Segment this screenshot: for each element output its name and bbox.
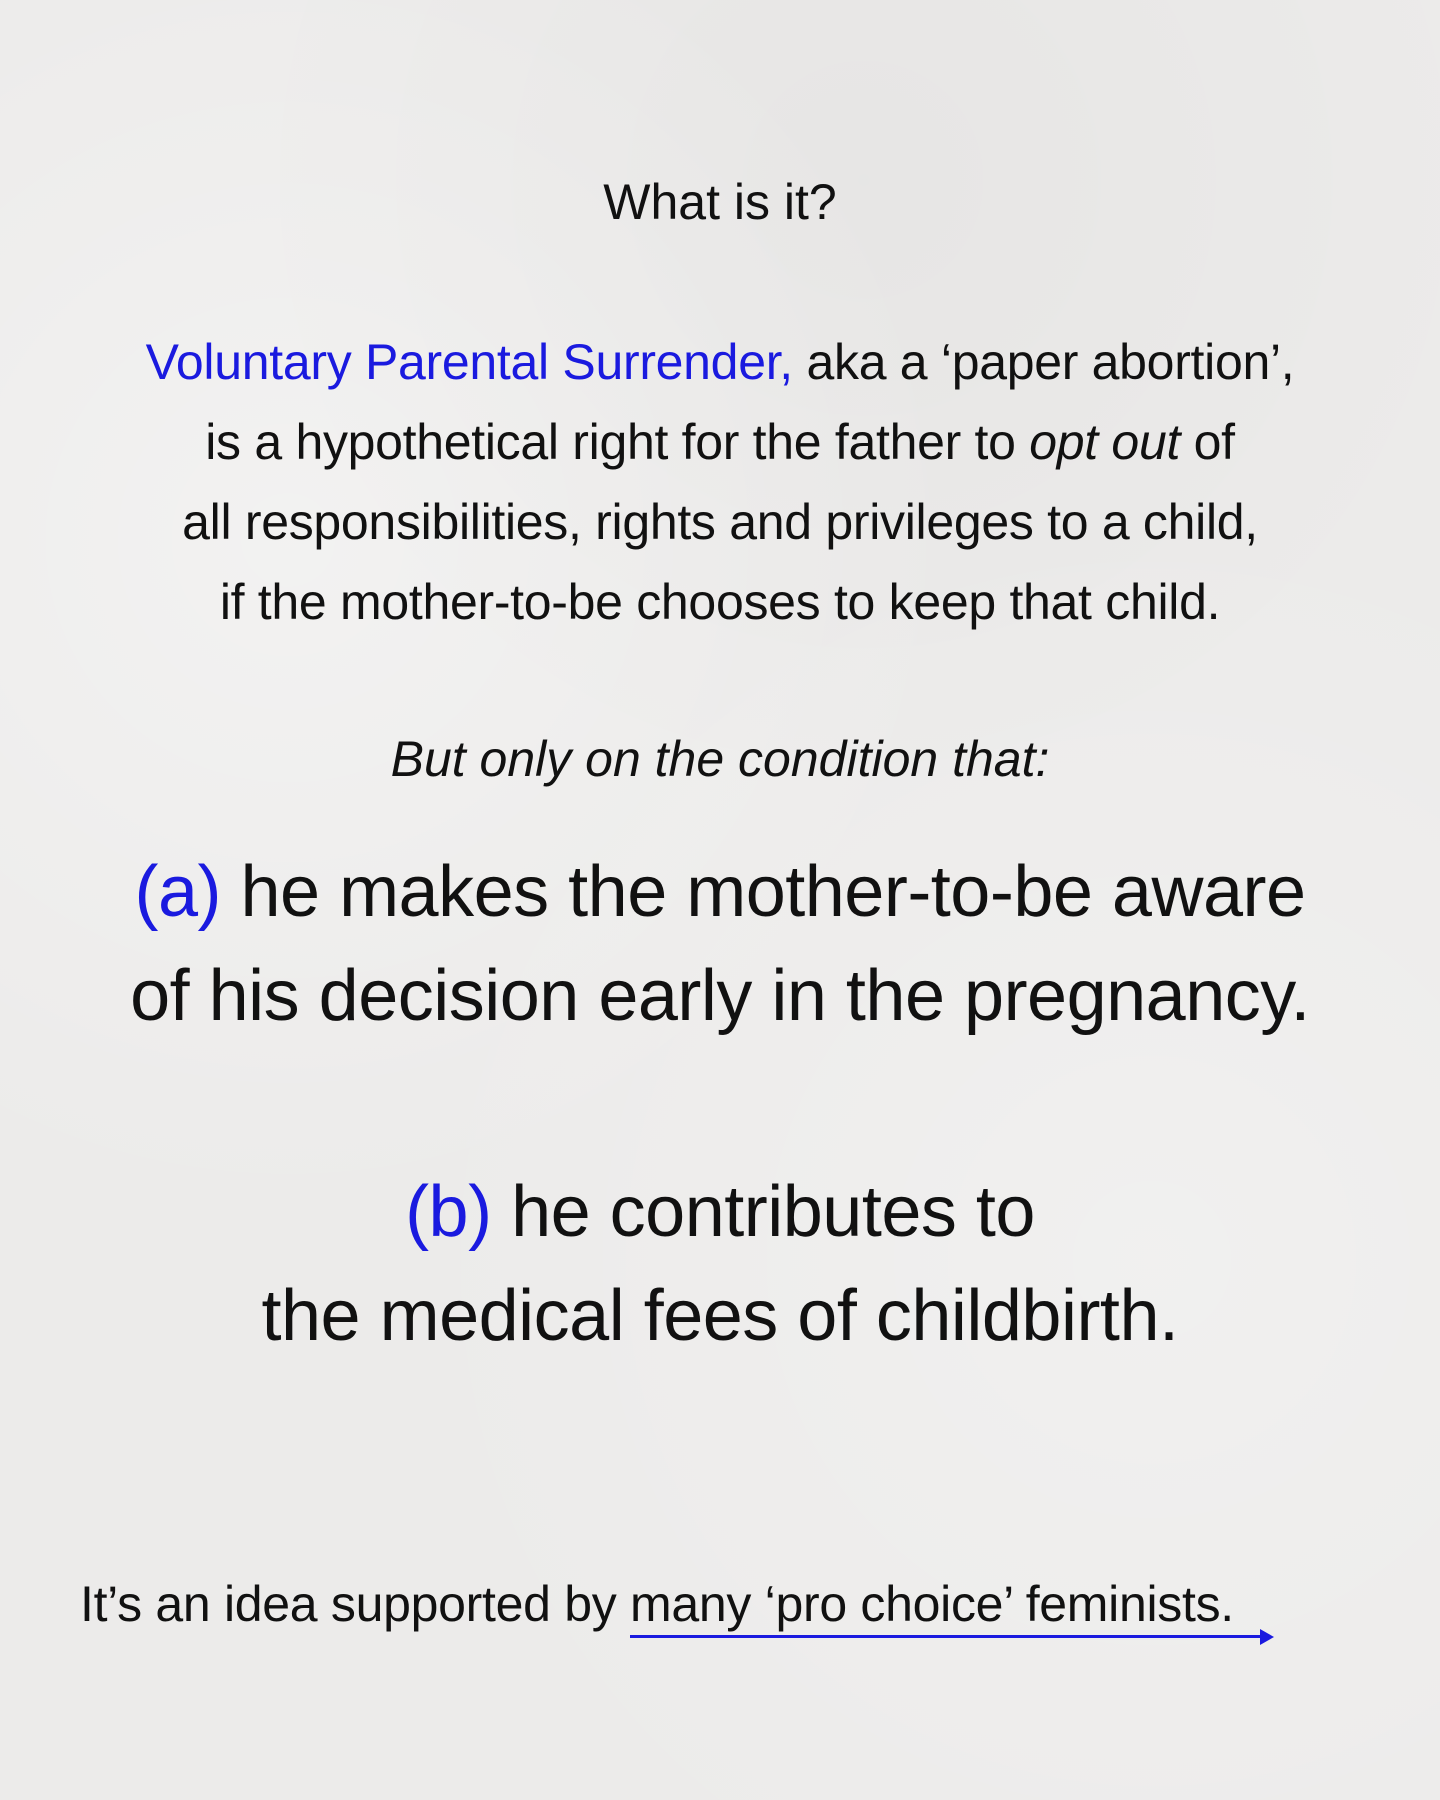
condition-item-a: [0, 840, 1440, 1048]
opt-out-emphasis: opt out: [1029, 414, 1181, 470]
footer-statement: [80, 1572, 1234, 1636]
definition-line-2-post: of: [1180, 414, 1235, 470]
definition-line-3: all responsibilities, rights and privileges to a child,: [182, 494, 1258, 550]
definition-line-2-pre: is a hypothetical right for the father to: [205, 414, 1030, 470]
page-heading: What is it?: [603, 174, 837, 230]
arrow-right-icon: [1260, 1629, 1274, 1645]
condition-item-b-line-1: [0, 1160, 1440, 1264]
condition-item-a-line-2: of his decision early in the pregnancy.: [130, 956, 1310, 1036]
definition-line-2: [0, 402, 1440, 482]
feminists-link[interactable]: [630, 1572, 1234, 1636]
link-underline: [630, 1635, 1270, 1638]
definition-line-1: [0, 322, 1440, 402]
definition-paragraph: [0, 322, 1440, 642]
feminists-link-label: many ‘pro choice’ feminists.: [630, 1576, 1234, 1632]
definition-line-1-rest: aka a ‘paper abortion’,: [792, 334, 1295, 390]
item-b-marker: (b): [405, 1172, 492, 1252]
term-highlight: Voluntary Parental Surrender,: [145, 334, 793, 390]
condition-item-b: [0, 1160, 1440, 1368]
definition-line-4: if the mother-to-be chooses to keep that child.: [219, 574, 1221, 630]
condition-intro: But only on the condition that:: [390, 731, 1050, 787]
item-a-marker: (a): [134, 852, 221, 932]
footer-text: It’s an idea supported by: [80, 1576, 630, 1632]
item-b-text: he contributes to: [491, 1172, 1035, 1252]
condition-item-b-line-2: the medical fees of childbirth.: [261, 1276, 1179, 1356]
item-a-text: he makes the mother-to-be aware: [220, 852, 1306, 932]
condition-item-a-line-1: [0, 840, 1440, 944]
